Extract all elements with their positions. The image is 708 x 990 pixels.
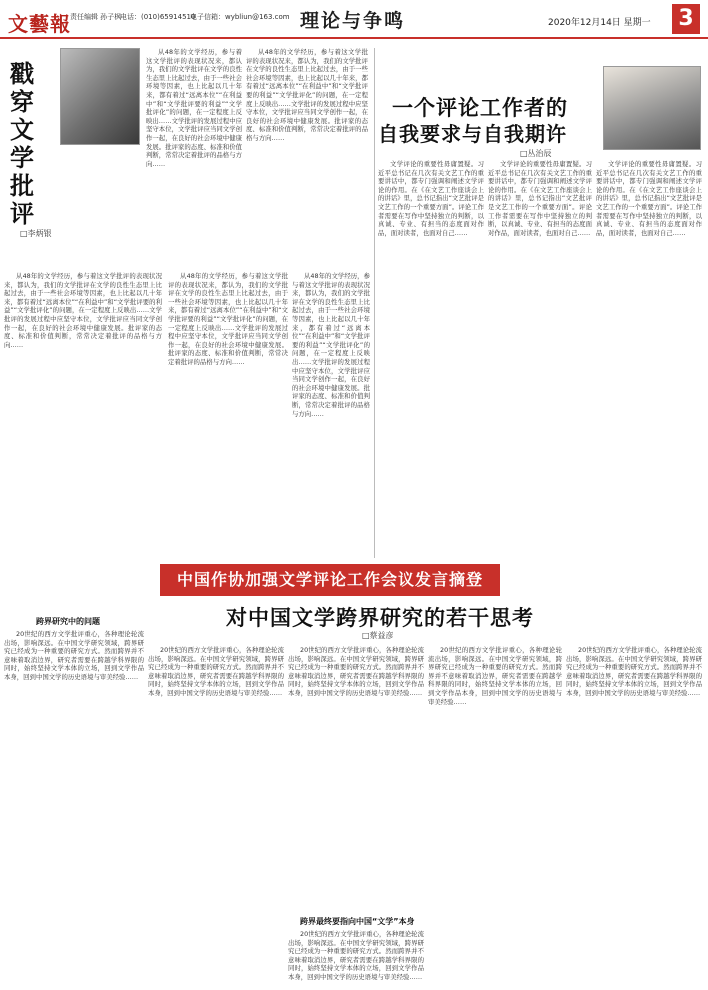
author-photo-2 — [603, 66, 701, 150]
email-label: 电子信箱：wybliun@163.com — [190, 13, 290, 21]
masthead — [0, 0, 708, 44]
column-divider — [374, 48, 375, 558]
article1-body-col2: 从48年的文学经历，参与着这文学批评的表现状况来，都认为，我们的文学批评在文学的良性生态里上比起过去，由于一些社会环境等因素，也上比起以几十年来，都有着过“远离本位”“在利益中”和“文学批评要的利益”“文学批评化”的问题，在一定程度上反映出……文学批评的发展过程中应坚守本位，文学批评应当同文学创作一起，在良好的社会环境中健康发展。批评家的态度、标准和价值判断，常常决定着批评的品格与方向…… — [4, 272, 162, 349]
article3-body-col5: 20世纪的西方文学批评重心，各种理论轮流出场，影响深远。在中国文学研究领域，跨界研究已经成为一种重要的研究方式。然而跨界并不意味着取消边界，研究者需要在跨越学科界限的同时，始终坚持文学本体的立场，回到文学作品本身，回到中国文学的历史语境与审美经验…… — [566, 646, 702, 697]
article1-byline: □李炳银 — [20, 229, 52, 238]
article3-body-col3b: 20世纪的西方文学批评重心，各种理论轮流出场，影响深远。在中国文学研究领域，跨界研究已经成为一种重要的研究方式。然而跨界并不意味着取消边界，研究者需要在跨越学科界限的同时，始终坚持文学本体的立场，回到文学作品本身，回到中国文学的历史语境与审美经验…… — [288, 930, 424, 981]
article1-body-col4: 从48年的文学经历，参与着这文学批评的表现状况来，都认为，我们的文学批评在文学的良性生态里上比起过去，由于一些社会环境等因素，也上比起以几十年来，都有着过“远离本位”“在利益中”和“文学批评要的利益”“文学批评化”的问题，在一定程度上反映出……文学批评的发展过程中应坚守本位，文学批评应当同文学创作一起，在良好的社会环境中健康发展。批评家的态度、标准和价值判断，常常决定着批评的品格与方向…… — [246, 48, 368, 142]
author-photo-1 — [60, 48, 140, 145]
issue-date: 2020年12月14日 星期一 — [548, 18, 651, 28]
article3-body-col4: 20世纪的西方文学批评重心，各种理论轮流出场，影响深远。在中国文学研究领域，跨界研究已经成为一种重要的研究方式。然而跨界并不意味着取消边界，研究者需要在跨越学科界限的同时，始终坚持文学本体的立场，回到文学作品本身，回到中国文学的历史语境与审美经验…… — [428, 646, 562, 706]
conference-banner: 中国作协加强文学评论工作会议发言摘登 — [160, 564, 500, 596]
article3-subhead1: 跨界研究中的问题 — [36, 617, 100, 626]
article3-body-col3: 20世纪的西方文学批评重心，各种理论轮流出场，影响深远。在中国文学研究领域，跨界研究已经成为一种重要的研究方式。然而跨界并不意味着取消边界，研究者需要在跨越学科界限的同时，始终坚持文学本体的立场，回到文学作品本身，回到中国文学的历史语境与审美经验…… — [288, 646, 424, 697]
article2-body-col2: 文学评论的重要性毋庸置疑。习近平总书记在几次有关文艺工作的重要讲话中，都专门强调和阐述文学评论的作用。在《在文艺工作座谈会上的讲话》里，总书记指出“文艺批评是文艺工作的一个重要方面”。评论工作者需要在写作中坚持独立的判断，以真诚、专业、有担当的态度面对作品，面对读者，也面对自己…… — [488, 160, 592, 237]
article3-body-col1: 20世纪的西方文学批评重心，各种理论轮流出场，影响深远。在中国文学研究领域，跨界研究已经成为一种重要的研究方式。然而跨界并不意味着取消边界，研究者需要在跨越学科界限的同时，始终坚持文学本体的立场，回到文学作品本身，回到中国文学的历史语境与审美经验…… — [4, 630, 144, 681]
phone-label: 电话：(010)65914510 — [120, 13, 196, 21]
article1-body-col5: 从48年的文学经历，参与着这文学批评的表现状况来，都认为，我们的文学批评在文学的良性生态里上比起过去，由于一些社会环境等因素，也上比起以几十年来，都有着过“远离本位”“在利益中”和“文学批评要的利益”“文学批评化”的问题，在一定程度上反映出……文学批评的发展过程中应坚守本位，文学批评应当同文学创作一起，在良好的社会环境中健康发展。批评家的态度、标准和价值判断，常常决定着批评的品格与方向…… — [292, 272, 370, 418]
article2-body-col3: 文学评论的重要性毋庸置疑。习近平总书记在几次有关文艺工作的重要讲话中，都专门强调和阐述文学评论的作用。在《在文艺工作座谈会上的讲话》里，总书记指出“文艺批评是文艺工作的一个重要方面”。评论工作者需要在写作中坚持独立的判断，以真诚、专业、有担当的态度面对作品，面对读者，也面对自己…… — [596, 160, 702, 237]
article1-body-col1: 从48年的文学经历，参与着这文学批评的表现状况来，都认为，我们的文学批评在文学的良性生态里上比起过去，由于一些社会环境等因素，也上比起以几十年来，都有着过“远离本位”“在利益中”和“文学批评要的利益”“文学批评化”的问题，在一定程度上反映出……文学批评的发展过程中应坚守本位，文学批评应当同文学创作一起，在良好的社会环境中健康发展。批评家的态度、标准和价值判断，常常决定着批评的品格与方向…… — [146, 48, 242, 168]
article3-subhead2: 跨界最终要指向中国“文学”本身 — [300, 917, 415, 926]
article3-byline: □蔡益彦 — [362, 631, 394, 640]
editor-label: 责任编辑 孙子枫 — [70, 13, 122, 21]
section-title: 理论与争鸣 — [300, 10, 406, 32]
article3-body-col2: 20世纪的西方文学批评重心，各种理论轮流出场，影响深远。在中国文学研究领域，跨界研究已经成为一种重要的研究方式。然而跨界并不意味着取消边界，研究者需要在跨越学科界限的同时，始终坚持文学本体的立场，回到文学作品本身，回到中国文学的历史语境与审美经验…… — [148, 646, 284, 697]
article2-byline: □丛治辰 — [520, 149, 552, 158]
article3-title: 对中国文学跨界研究的若干思考 — [226, 605, 534, 630]
page-number: 3 — [672, 4, 700, 34]
article2-subtitle: 自我要求与自我期许 — [378, 122, 567, 146]
article2-title: 一个评论工作者的 — [392, 95, 568, 120]
article1-body-col3: 从48年的文学经历，参与着这文学批评的表现状况来，都认为，我们的文学批评在文学的良性生态里上比起过去，由于一些社会环境等因素，也上比起以几十年来，都有着过“远离本位”“在利益中”和“文学批评要的利益”“文学批评化”的问题，在一定程度上反映出……文学批评的发展过程中应坚守本位，文学批评应当同文学创作一起，在良好的社会环境中健康发展。批评家的态度、标准和价值判断，常常决定着批评的品格与方向…… — [168, 272, 288, 366]
article2-body-col1: 文学评论的重要性毋庸置疑。习近平总书记在几次有关文艺工作的重要讲话中，都专门强调和阐述文学评论的作用。在《在文艺工作座谈会上的讲话》里，总书记指出“文艺批评是文艺工作的一个重要方面”。评论工作者需要在写作中坚持独立的判断，以真诚、专业、有担当的态度面对作品，面对读者，也面对自己…… — [378, 160, 484, 237]
article1-title: 戳穿文学批评 — [10, 59, 34, 228]
masthead-rule — [0, 37, 708, 39]
newspaper-logo: 文藝報 — [8, 12, 71, 36]
